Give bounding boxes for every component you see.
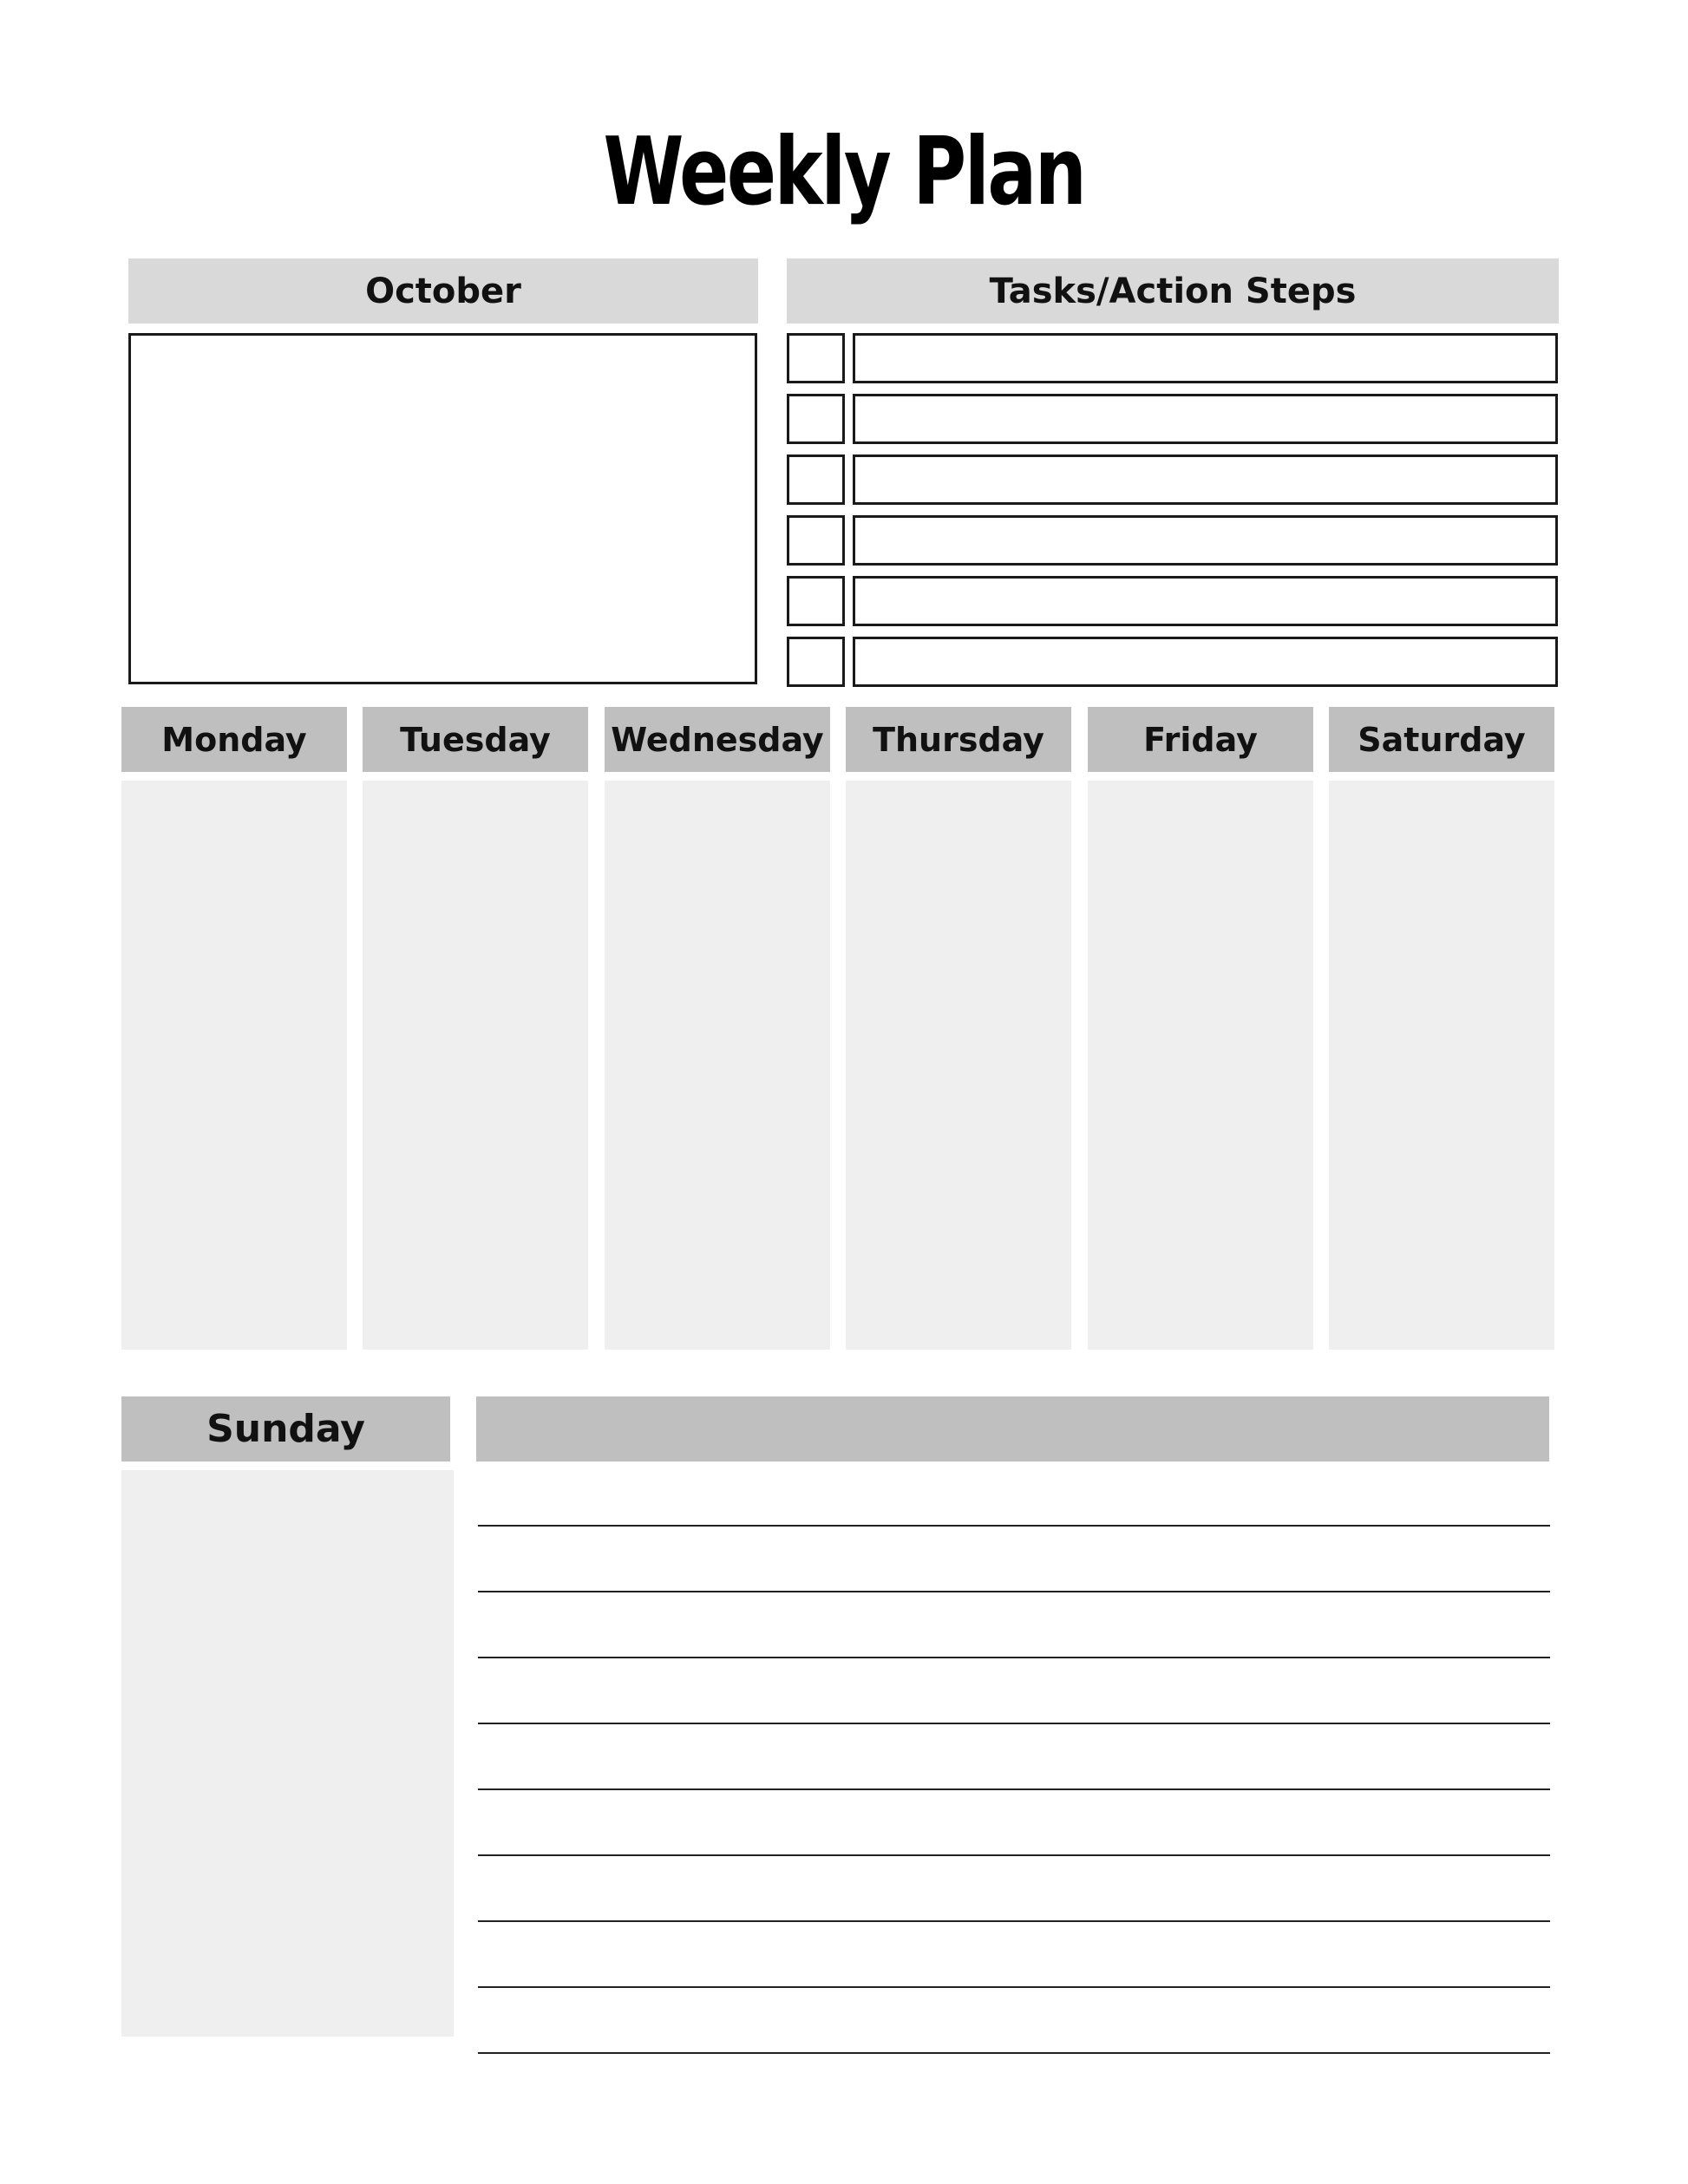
note-line[interactable] xyxy=(478,2052,1550,2054)
month-header: October xyxy=(128,258,758,324)
day-header-friday: Friday xyxy=(1088,707,1313,772)
note-line[interactable] xyxy=(478,1657,1550,1658)
task-field[interactable] xyxy=(853,637,1558,687)
day-column-wednesday[interactable] xyxy=(605,781,830,1350)
tasks-header: Tasks/Action Steps xyxy=(787,258,1559,324)
sunday-header: Sunday xyxy=(121,1396,450,1461)
day-column-tuesday[interactable] xyxy=(363,781,588,1350)
day-header-monday: Monday xyxy=(121,707,347,772)
task-checkbox[interactable] xyxy=(787,515,845,566)
note-line[interactable] xyxy=(478,1986,1550,1988)
note-line[interactable] xyxy=(478,1788,1550,1790)
day-header-wednesday: Wednesday xyxy=(605,707,830,772)
task-checkbox[interactable] xyxy=(787,394,845,444)
notes-header-bar xyxy=(476,1396,1549,1461)
task-field[interactable] xyxy=(853,333,1558,383)
task-field[interactable] xyxy=(853,576,1558,626)
task-field[interactable] xyxy=(853,515,1558,566)
note-line[interactable] xyxy=(478,1591,1550,1592)
day-header-thursday: Thursday xyxy=(846,707,1071,772)
task-checkbox[interactable] xyxy=(787,637,845,687)
month-notes-box[interactable] xyxy=(128,333,757,684)
note-line[interactable] xyxy=(478,1723,1550,1724)
task-checkbox[interactable] xyxy=(787,576,845,626)
sunday-column[interactable] xyxy=(121,1470,454,2037)
note-line[interactable] xyxy=(478,1854,1550,1856)
page-title: Weekly Plan xyxy=(603,118,1085,226)
day-column-friday[interactable] xyxy=(1088,781,1313,1350)
task-checkbox[interactable] xyxy=(787,333,845,383)
task-checkbox[interactable] xyxy=(787,454,845,505)
day-header-tuesday: Tuesday xyxy=(363,707,588,772)
note-line[interactable] xyxy=(478,1920,1550,1922)
task-field[interactable] xyxy=(853,454,1558,505)
day-header-saturday: Saturday xyxy=(1329,707,1554,772)
day-column-saturday[interactable] xyxy=(1329,781,1554,1350)
day-column-thursday[interactable] xyxy=(846,781,1071,1350)
day-column-monday[interactable] xyxy=(121,781,347,1350)
note-line[interactable] xyxy=(478,1525,1550,1527)
task-field[interactable] xyxy=(853,394,1558,444)
